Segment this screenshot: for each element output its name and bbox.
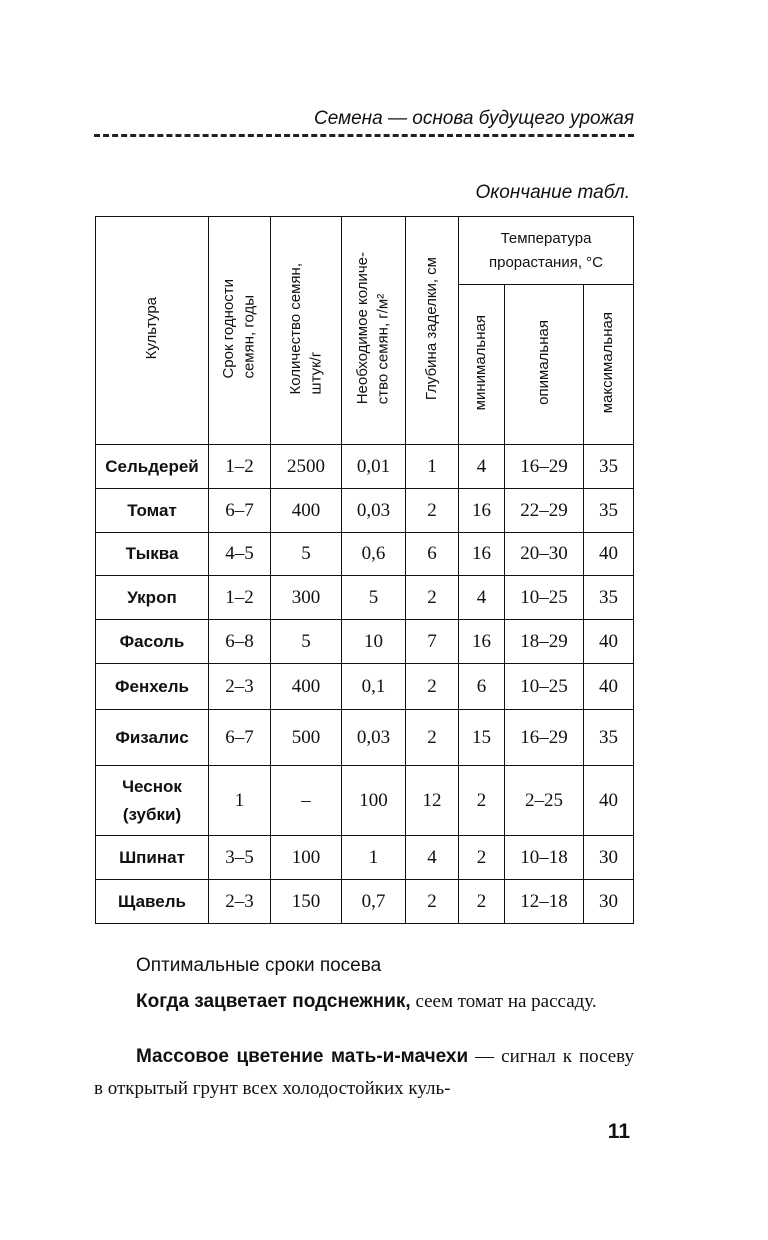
cell-crop: Щавель [96,880,209,924]
cell-shelf: 1–2 [209,445,271,489]
cell-shelf: 1–2 [209,576,271,620]
table-row [96,880,634,924]
cell-shelf: 6–7 [209,710,271,766]
table-row [96,533,634,576]
table-row [96,664,634,710]
cell-tmin: 2 [459,836,505,880]
cell-topt: 18–29 [505,620,584,664]
cell-tmax: 35 [584,445,634,489]
cell-count: 150 [271,880,342,924]
cell-count: 5 [271,620,342,664]
cell-tmin: 2 [459,766,505,836]
table-row [96,710,634,766]
cell-tmax: 40 [584,664,634,710]
header-depth: Глубина заделки, см [406,217,459,445]
cell-crop: Сельдерей [96,445,209,489]
cell-crop: Томат [96,489,209,533]
cell-count: 500 [271,710,342,766]
cell-amount: 100 [342,766,406,836]
header-seed-count: Количество семян, штук/г [271,217,342,445]
header-crop: Культура [96,217,209,445]
cell-tmin: 16 [459,489,505,533]
table-row [96,576,634,620]
cell-amount: 0,6 [342,533,406,576]
cell-tmax: 30 [584,880,634,924]
paragraph-1 [94,986,634,1018]
header-seed-amount: Необходимое количе- ство семян, г/м² [342,217,406,445]
cell-shelf: 1 [209,766,271,836]
cell-tmax: 35 [584,489,634,533]
cell-depth: 6 [406,533,459,576]
cell-amount: 0,01 [342,445,406,489]
cell-topt: 2–25 [505,766,584,836]
table-row [96,766,634,836]
cell-depth: 2 [406,576,459,620]
running-head: Семена — основа будущего урожая [314,108,634,129]
cell-count: 5 [271,533,342,576]
table-row [96,445,634,489]
header-temperature: Температура прорастания, °С [459,217,634,285]
cell-shelf: 2–3 [209,664,271,710]
table-row [96,836,634,880]
cell-shelf: 6–7 [209,489,271,533]
cell-crop: Чеснок (зубки) [96,766,209,836]
seed-table [95,216,634,924]
paragraph-2-text: — сигнал к посеву в открытый грунт всех холодостойких куль- [94,1046,635,1099]
table-body [96,445,634,924]
cell-depth: 4 [406,836,459,880]
paragraph-1-text: сеем томат на рассаду. [410,991,597,1012]
cell-amount: 0,7 [342,880,406,924]
cell-tmax: 30 [584,836,634,880]
header-temp-max: максимальная [584,285,634,445]
cell-tmax: 40 [584,620,634,664]
cell-topt: 10–25 [505,576,584,620]
cell-count: 2500 [271,445,342,489]
cell-tmin: 15 [459,710,505,766]
cell-amount: 0,1 [342,664,406,710]
cell-topt: 22–29 [505,489,584,533]
header-divider [94,134,634,137]
cell-tmax: 35 [584,576,634,620]
cell-amount: 1 [342,836,406,880]
header-temp-min: минимальная [459,285,505,445]
cell-crop: Укроп [96,576,209,620]
page-number: 11 [607,1120,630,1143]
cell-depth: 7 [406,620,459,664]
cell-topt: 16–29 [505,710,584,766]
cell-count: 400 [271,489,342,533]
table-continuation-note: Окончание табл. [475,182,630,203]
cell-depth: 2 [406,710,459,766]
cell-amount: 0,03 [342,710,406,766]
cell-tmin: 6 [459,664,505,710]
cell-shelf: 6–8 [209,620,271,664]
cell-count: 300 [271,576,342,620]
cell-tmax: 40 [584,766,634,836]
cell-shelf: 2–3 [209,880,271,924]
cell-tmax: 35 [584,710,634,766]
cell-shelf: 3–5 [209,836,271,880]
cell-tmin: 4 [459,576,505,620]
cell-topt: 16–29 [505,445,584,489]
header-shelf-life: Срок годности семян, годы [209,217,271,445]
section-title: Оптимальные сроки посева [136,955,382,976]
cell-crop: Тыква [96,533,209,576]
cell-tmax: 40 [584,533,634,576]
cell-topt: 10–18 [505,836,584,880]
cell-crop: Фенхель [96,664,209,710]
paragraph-2 [94,1041,634,1105]
cell-amount: 5 [342,576,406,620]
cell-depth: 12 [406,766,459,836]
cell-crop: Физалис [96,710,209,766]
cell-shelf: 4–5 [209,533,271,576]
cell-count: 100 [271,836,342,880]
cell-depth: 1 [406,445,459,489]
cell-depth: 2 [406,664,459,710]
cell-amount: 10 [342,620,406,664]
cell-amount: 0,03 [342,489,406,533]
cell-depth: 2 [406,880,459,924]
cell-topt: 20–30 [505,533,584,576]
cell-tmin: 4 [459,445,505,489]
paragraph-2-bold: Массовое цветение мать-и-мачехи [136,1046,469,1067]
cell-tmin: 16 [459,533,505,576]
table-row [96,620,634,664]
cell-topt: 12–18 [505,880,584,924]
cell-count: – [271,766,342,836]
cell-tmin: 2 [459,880,505,924]
header-temp-opt: опимальная [505,285,584,445]
table-row [96,489,634,533]
cell-topt: 10–25 [505,664,584,710]
cell-count: 400 [271,664,342,710]
cell-tmin: 16 [459,620,505,664]
paragraph-1-bold: Когда зацветает подснежник, [136,991,411,1012]
cell-crop: Шпинат [96,836,209,880]
cell-depth: 2 [406,489,459,533]
cell-crop: Фасоль [96,620,209,664]
